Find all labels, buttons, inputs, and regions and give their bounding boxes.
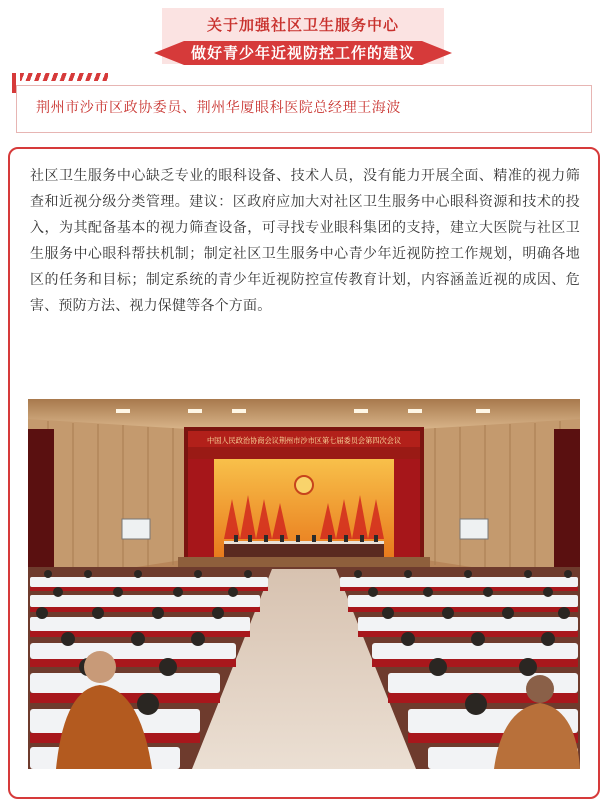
content-card xyxy=(8,147,600,799)
title-banner xyxy=(162,8,444,64)
ribbon-right-decoration xyxy=(422,41,452,65)
author-box xyxy=(12,73,592,133)
meeting-photo xyxy=(28,399,580,769)
author-byline: 荆州市沙市区政协委员、荆州华厦眼科医院总经理王海波 xyxy=(36,100,401,116)
body-paragraph: 社区卫生服务中心缺乏专业的眼科设备、技术人员，没有能力开展全面、精准的视力筛查和近视分级分类管理。建议：区政府应加大对社区卫生服务中心眼科资源和技术的投入，为其配备基本的视力筛查设备，可寻找专业眼科集团的支持，建立大医院与社区卫生服务中心眼科帮扶机制；制定社区卫生服务中心青少年近视防控工作规划，明确各地区的任务和目标；制定系统的青少年近视防控宣传教育计划，内容涵盖近视的成因、危害、预防方法、视力保健等各个方面。 xyxy=(30,168,580,314)
page-title-line1: 关于加强社区卫生服务中心 xyxy=(206,16,399,34)
stage-banner-text: 中国人民政治协商会议荆州市沙市区第七届委员会第四次会议 xyxy=(206,436,402,445)
page-title-line2: 做好青少年近视防控工作的建议 xyxy=(184,41,422,65)
meeting-hall-illustration xyxy=(28,399,580,769)
ribbon-left-decoration xyxy=(154,41,184,65)
stripe-decoration xyxy=(20,73,108,81)
